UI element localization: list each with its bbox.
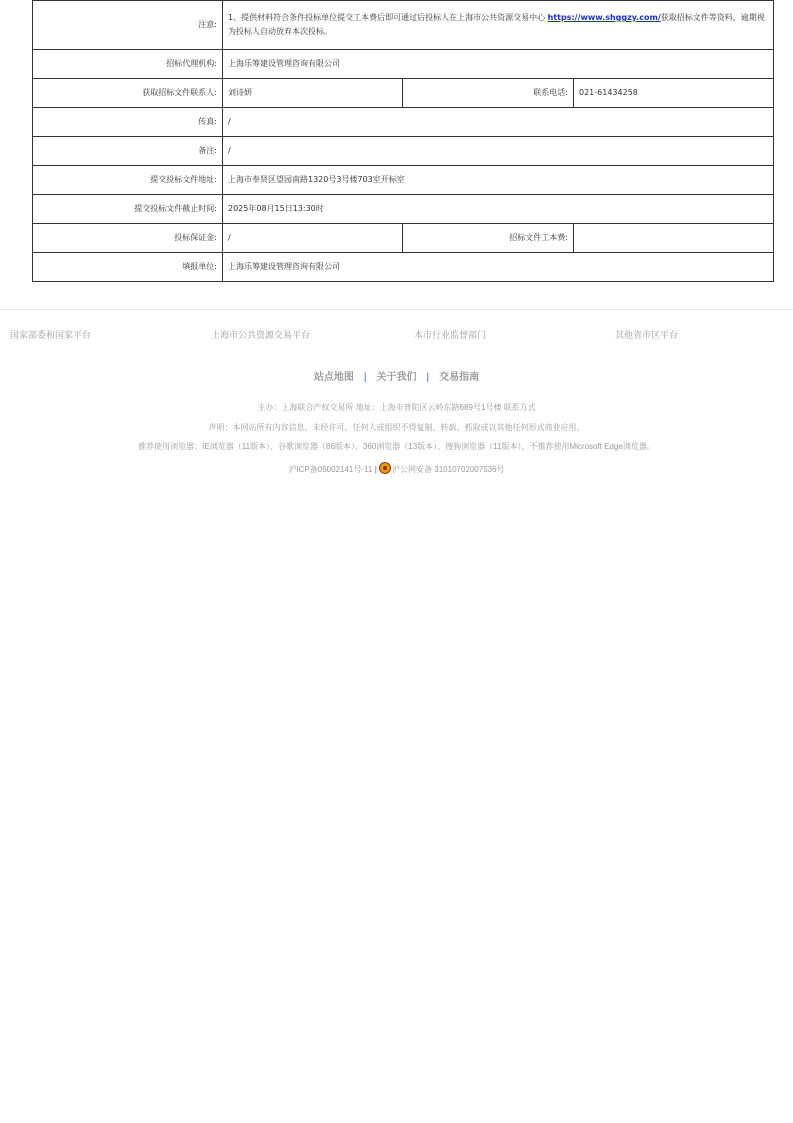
tender-info-table [32,0,774,282]
agency-value: 上海乐筹建设管理咨询有限公司 [223,50,774,79]
trading-guide-link[interactable]: 交易指南 [439,372,480,383]
contact-label: 获取招标文件联系人: [33,79,223,108]
address-label: 提交投标文件地址: [33,166,223,195]
fax-row [33,108,774,137]
remark-value: / [223,137,774,166]
notice-row [33,1,774,50]
footer-divider [0,309,793,310]
contact-row [33,79,774,108]
deposit-label: 投标保证金: [33,224,223,253]
remark-label: 备注: [33,137,223,166]
icp-number[interactable]: 沪ICP备05002141号-11 [288,465,373,474]
filler-value: 上海乐筹建设管理咨询有限公司 [223,253,774,282]
contact-value: 刘诗妍 [223,79,403,108]
fax-label: 传真: [33,108,223,137]
partner-platforms [0,328,793,342]
notice-text-after: 获取招标文件等资料，逾期视为投标人自动放弃本次投标。 [228,13,765,36]
host-info: 主办：上海联合产权交易所 地址：上海市普陀区云岭东路689号1号楼 联系方式 [257,403,536,412]
footer-links [0,368,793,383]
fax-value: / [223,108,774,137]
notice-label: 注意: [33,1,223,50]
footer-separator: | [426,372,430,383]
phone-value: 021-61434258 [574,79,774,108]
fee-label: 招标文件工本费: [403,224,574,253]
filler-row [33,253,774,282]
partner-link-other-provinces[interactable]: 其他省市区平台 [615,330,679,340]
partner-link-national[interactable]: 国家部委和国家平台 [10,330,92,340]
copyright-statement: 声明：本网站所有内容信息，未经许可，任何人或组织不得复制、转载、抓取或以其他任何形式商业应用。 [208,423,585,432]
sitemap-link[interactable]: 站点地图 [313,372,354,383]
footer-separator: | [363,372,367,383]
registration-info: 沪ICP备05002141号-11 | 沪公网安备 31010702007536号 [0,462,793,475]
deadline-row [33,195,774,224]
agency-row [33,50,774,79]
police-badge-icon [379,462,391,474]
remark-row [33,137,774,166]
fee-value [574,224,774,253]
address-value: 上海市奉贤区望园南路1320号3号楼703室开标室 [223,166,774,195]
deposit-row [33,224,774,253]
police-record[interactable]: 沪公网安备 31010702007536号 [392,465,505,474]
browser-recommendation: 推荐使用浏览器：IE浏览器（11版本）、谷歌浏览器（86版本）、360浏览器（13版本）、搜狗浏览器（11版本），不推荐使用Microsoft Edge浏览器。 [138,442,655,451]
address-row [33,166,774,195]
deposit-value: / [223,224,403,253]
partner-link-supervision[interactable]: 本市行业监督部门 [414,330,487,340]
notice-text-before: 1、提供材料符合条件投标单位提交工本费后即可通过后投标人在上海市公共资源交易中心 [228,13,548,22]
partner-link-shanghai[interactable]: 上海市公共资源交易平台 [211,330,311,340]
notice-value [223,1,774,50]
about-us-link[interactable]: 关于我们 [376,372,417,383]
deadline-value: 2025年08月15日13:30时 [223,195,774,224]
shggzy-link[interactable]: https://www.shggzy.com/ [547,13,661,22]
deadline-label: 提交投标文件截止时间: [33,195,223,224]
phone-label: 联系电话: [403,79,574,108]
agency-label: 招标代理机构: [33,50,223,79]
filler-label: 填报单位: [33,253,223,282]
